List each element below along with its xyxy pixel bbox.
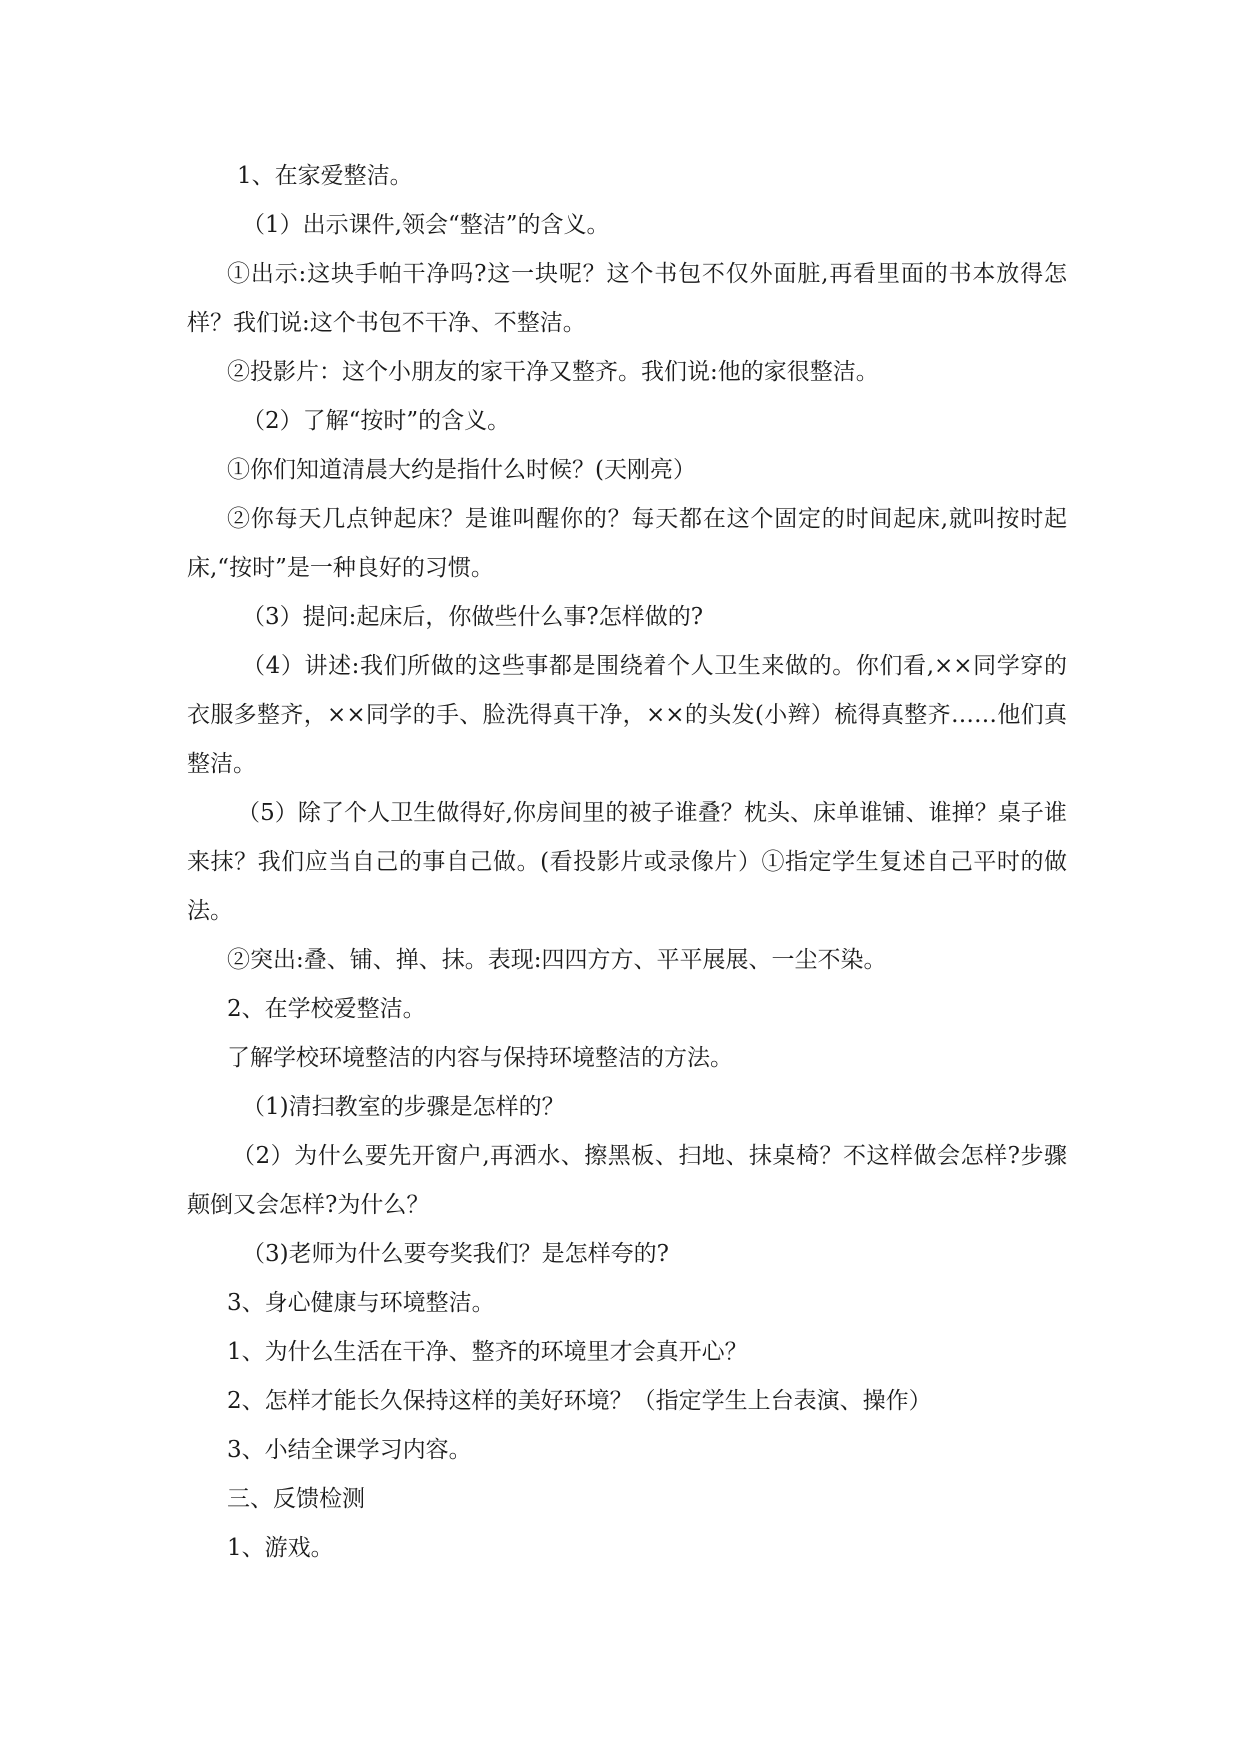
section-heading-home-tidiness: 1、在家爱整洁。 (237, 163, 413, 189)
paragraph-own-room-chores: （5）除了个人卫生做得好,你房间里的被子谁叠？枕头、床单谁铺、谁掸？桌子谁来抹？我们应当自己的事自己做。(看投影片或录像片）①指定学生复述自己平时的做法。 (187, 800, 1067, 924)
step-ask-after-getting-up: （3）提问:起床后，你做些什么事?怎样做的? (242, 604, 704, 630)
step-teacher-praise: （3)老师为什么要夸奖我们？是怎样夸的? (242, 1241, 669, 1267)
step-show-courseware: （1）出示课件,领会“整洁”的含义。 (242, 212, 610, 238)
paragraph-wake-up-on-time: ②你每天几点钟起床？是谁叫醒你的？每天都在这个固定的时间起床,就叫按时起床,“按时”是一种良好的习惯。 (187, 506, 1067, 581)
question-why-happy: 1、为什么生活在干净、整齐的环境里才会真开心？ (227, 1339, 748, 1365)
item-game: 1、游戏。 (227, 1535, 334, 1561)
paragraph-early-morning: ①你们知道清晨大约是指什么时候？(天刚亮） (227, 457, 696, 483)
step-understand-on-time: （2）了解“按时”的含义。 (242, 408, 511, 434)
section-heading-school-tidiness: 2、在学校爱整洁。 (227, 996, 426, 1022)
paragraph-highlight-actions: ②突出:叠、铺、掸、抹。表现:四四方方、平平展展、一尘不染。 (227, 947, 887, 973)
paragraph-cleaning-order: （2）为什么要先开窗户,再洒水、擦黑板、扫地、抹桌椅？不这样做会怎样?步骤颠倒又会怎样?为什么？ (187, 1143, 1067, 1218)
section-heading-feedback: 三、反馈检测 (227, 1486, 365, 1512)
paragraph-personal-hygiene: （4）讲述:我们所做的这些事都是围绕着个人卫生来做的。你们看,××同学穿的衣服多整齐，××同学的手、脸洗得真干净，××的头发(小辫）梳得真整齐……他们真整洁。 (187, 653, 1067, 777)
paragraph-projection-tidy-home: ②投影片：这个小朋友的家干净又整齐。我们说:他的家很整洁。 (227, 359, 879, 385)
paragraph-handkerchief-schoolbag: ①出示:这块手帕干净吗?这一块呢？这个书包不仅外面脏,再看里面的书本放得怎样？我们说:这个书包不干净、不整洁。 (187, 261, 1067, 336)
question-keep-environment: 2、怎样才能长久保持这样的美好环境？（指定学生上台表演、操作） (227, 1388, 932, 1414)
document-body (187, 152, 1067, 1573)
item-summary: 3、小结全课学习内容。 (227, 1437, 472, 1463)
section-heading-health-environment: 3、身心健康与环境整洁。 (227, 1290, 495, 1316)
step-clean-classroom: （1)清扫教室的步骤是怎样的？ (242, 1094, 565, 1120)
paragraph-school-environment: 了解学校环境整洁的内容与保持环境整洁的方法。 (227, 1045, 733, 1071)
